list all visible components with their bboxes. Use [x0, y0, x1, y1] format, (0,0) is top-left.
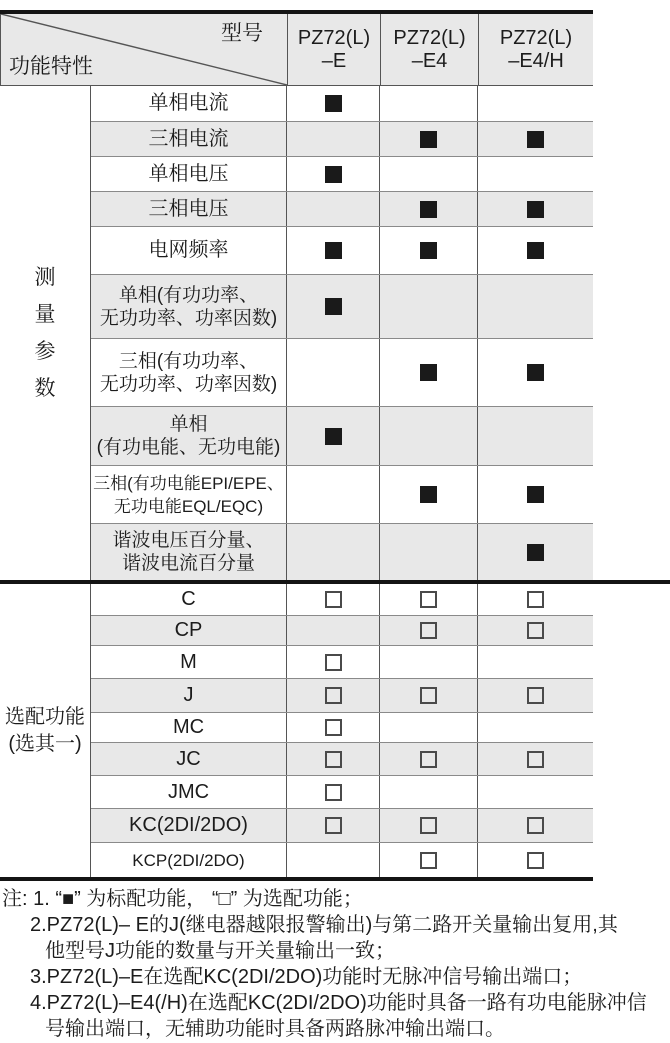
filled-square-icon	[420, 131, 437, 148]
row-label	[91, 407, 286, 465]
empty-square-icon	[325, 784, 342, 801]
column-header	[380, 14, 478, 85]
row-label	[91, 122, 286, 156]
row-label-line: 三相(有功功率、	[118, 350, 259, 372]
table-row	[91, 191, 593, 226]
mark-cell	[286, 843, 379, 877]
mark-cell	[286, 227, 379, 274]
filled-square-icon	[527, 544, 544, 561]
filled-square-icon	[420, 364, 437, 381]
mark-cell	[379, 275, 477, 338]
row-label-line: MC	[172, 716, 205, 738]
filled-square-icon	[420, 242, 437, 259]
table-row	[91, 406, 593, 465]
group-label-line: (选其一)	[8, 732, 82, 755]
group-label-line: 选配功能	[5, 705, 85, 728]
mark-cell	[286, 339, 379, 406]
row-label-line: KC(2DI/2DO)	[129, 814, 248, 836]
empty-square-icon	[325, 654, 342, 671]
column-header-line: –E4	[411, 49, 448, 72]
table-bottom-border	[0, 877, 593, 881]
row-label	[91, 776, 286, 808]
empty-square-icon	[527, 817, 544, 834]
group-label-char: 量	[34, 303, 56, 326]
mark-cell	[286, 192, 379, 226]
filled-square-icon	[527, 201, 544, 218]
row-label	[91, 192, 286, 226]
table-row	[91, 615, 593, 645]
empty-square-icon	[325, 687, 342, 704]
row-label-line: C	[181, 588, 196, 610]
table-row	[91, 338, 593, 406]
row-label	[91, 86, 286, 121]
row-label	[91, 743, 286, 775]
empty-square-icon	[325, 751, 342, 768]
note-line: 3.PZ72(L)–E在选配KC(2DI/2DO)功能时无脉冲信号输出端口；	[30, 966, 583, 988]
table-row	[91, 121, 593, 156]
column-header-line: –E	[321, 49, 347, 72]
row-label	[91, 616, 286, 645]
empty-square-icon	[325, 591, 342, 608]
mark-cell	[379, 743, 477, 775]
group-label-char: 数	[34, 377, 56, 400]
header-corner-cell	[1, 14, 287, 85]
row-label-line: 单相电流	[148, 92, 229, 114]
table-row	[91, 775, 593, 808]
mark-cell	[477, 275, 592, 338]
filled-square-icon	[527, 131, 544, 148]
table-row	[91, 842, 593, 877]
empty-square-icon	[325, 817, 342, 834]
note-line: 注: 1. “■” 为标配功能， “□” 为选配功能；	[2, 888, 363, 910]
mark-cell	[286, 122, 379, 156]
mark-cell	[477, 616, 592, 645]
mark-cell	[286, 713, 379, 742]
row-label	[91, 584, 286, 615]
mark-cell	[379, 157, 477, 191]
mark-cell	[477, 157, 592, 191]
empty-square-icon	[420, 591, 437, 608]
empty-square-icon	[420, 751, 437, 768]
mark-cell	[477, 584, 592, 615]
row-label	[91, 843, 286, 877]
row-label	[91, 339, 286, 406]
mark-cell	[379, 227, 477, 274]
mark-cell	[379, 809, 477, 842]
mark-cell	[286, 776, 379, 808]
filled-square-icon	[420, 486, 437, 503]
mark-cell	[477, 86, 592, 121]
mark-cell	[286, 157, 379, 191]
mark-cell	[477, 679, 592, 712]
row-label	[91, 227, 286, 274]
mark-cell	[477, 192, 592, 226]
row-label	[91, 466, 286, 523]
mark-cell	[379, 616, 477, 645]
row-label	[91, 679, 286, 712]
empty-square-icon	[325, 719, 342, 736]
mark-cell	[286, 646, 379, 678]
group-rows	[91, 86, 593, 580]
corner-label-feature: 功能特性	[9, 55, 93, 78]
table-row	[91, 86, 593, 121]
empty-square-icon	[527, 852, 544, 869]
row-label-line: (有功电能、无功电能)	[96, 437, 281, 458]
mark-cell	[379, 713, 477, 742]
mark-cell	[477, 776, 592, 808]
row-label-line: 单相电压	[148, 162, 229, 185]
mark-cell	[477, 843, 592, 877]
row-label-line: 无功电能EQL/EQC)	[113, 496, 264, 516]
column-header-line: –E4/H	[508, 49, 564, 72]
column-header-line: PZ72(L)	[297, 26, 371, 49]
row-label-line: JC	[176, 747, 201, 770]
table-body	[0, 86, 593, 877]
mark-cell	[379, 776, 477, 808]
mark-cell	[477, 524, 592, 580]
empty-square-icon	[420, 687, 437, 704]
filled-square-icon	[325, 95, 342, 112]
mark-cell	[379, 646, 477, 678]
note-line: 他型号J功能的数量与开关量输出一致；	[45, 940, 395, 962]
note-line: 2.PZ72(L)– E的J(继电器越限报警输出)与第二路开关量输出复用,其	[30, 914, 618, 936]
mark-cell	[379, 466, 477, 523]
empty-square-icon	[527, 751, 544, 768]
mark-cell	[477, 809, 592, 842]
filled-square-icon	[325, 166, 342, 183]
row-label	[91, 809, 286, 842]
mark-cell	[477, 743, 592, 775]
group-rows	[91, 584, 593, 877]
group-label	[0, 86, 91, 580]
group-label-char: 测	[34, 266, 56, 289]
corner-label-model: 型号	[221, 22, 263, 45]
row-label-line: M	[180, 650, 197, 673]
group-label	[0, 584, 91, 877]
filled-square-icon	[325, 428, 342, 445]
mark-cell	[286, 616, 379, 645]
row-label-line: KCP(2DI/2DO)	[132, 850, 245, 870]
mark-cell	[379, 86, 477, 121]
mark-cell	[379, 407, 477, 465]
row-label	[91, 524, 286, 580]
table-row	[91, 712, 593, 742]
table-row	[91, 808, 593, 842]
feature-table	[0, 10, 593, 881]
note-line: 号输出端口，无辅助功能时具备两路脉冲输出端口。	[45, 1018, 505, 1040]
mark-cell	[286, 86, 379, 121]
mark-cell	[286, 466, 379, 523]
mark-cell	[286, 743, 379, 775]
table-row	[91, 226, 593, 274]
group-optional-functions	[0, 584, 593, 877]
column-header	[287, 14, 380, 85]
table-row	[91, 742, 593, 775]
row-label	[91, 713, 286, 742]
column-headers	[287, 14, 593, 85]
row-label-line: 谐波电压百分量、	[112, 530, 265, 551]
row-label-line: JMC	[167, 780, 210, 803]
row-label-line: 三相电流	[148, 127, 229, 150]
filled-square-icon	[325, 242, 342, 259]
table-row	[91, 465, 593, 523]
row-label	[91, 157, 286, 191]
mark-cell	[379, 679, 477, 712]
empty-square-icon	[420, 852, 437, 869]
mark-cell	[286, 275, 379, 338]
table-row	[91, 274, 593, 338]
column-header-line: PZ72(L)	[499, 26, 573, 49]
mark-cell	[477, 339, 592, 406]
mark-cell	[286, 809, 379, 842]
row-label-line: 无功功率、功率因数)	[99, 373, 278, 395]
note-line: 4.PZ72(L)–E4(/H)在选配KC(2DI/2DO)功能时具备一路有功电能脉冲信	[30, 992, 647, 1014]
empty-square-icon	[420, 817, 437, 834]
notes-section	[2, 886, 668, 1042]
empty-square-icon	[527, 687, 544, 704]
table-row	[91, 645, 593, 678]
mark-cell	[477, 466, 592, 523]
mark-cell	[379, 339, 477, 406]
mark-cell	[477, 122, 592, 156]
row-label-line: 单相	[169, 414, 208, 435]
column-header-line: PZ72(L)	[393, 26, 466, 49]
filled-square-icon	[527, 364, 544, 381]
table-row	[91, 678, 593, 712]
column-header	[478, 14, 593, 85]
row-label-line: 三相(有功电能EPI/EPE、	[93, 473, 284, 493]
row-label-line: J	[183, 684, 194, 706]
row-label-line: CP	[174, 619, 203, 641]
mark-cell	[379, 524, 477, 580]
mark-cell	[379, 122, 477, 156]
mark-cell	[286, 524, 379, 580]
mark-cell	[477, 407, 592, 465]
mark-cell	[286, 584, 379, 615]
mark-cell	[379, 584, 477, 615]
table-row	[91, 523, 593, 580]
row-label-line: 无功功率、功率因数)	[99, 307, 278, 329]
row-label	[91, 275, 286, 338]
row-label-line: 谐波电流百分量	[121, 553, 255, 574]
mark-cell	[477, 713, 592, 742]
filled-square-icon	[527, 242, 544, 259]
table-header-row	[0, 14, 593, 86]
mark-cell	[477, 646, 592, 678]
empty-square-icon	[527, 622, 544, 639]
mark-cell	[286, 679, 379, 712]
mark-cell	[286, 407, 379, 465]
row-label-line: 电网频率	[148, 239, 229, 261]
empty-square-icon	[527, 591, 544, 608]
filled-square-icon	[527, 486, 544, 503]
mark-cell	[379, 192, 477, 226]
table-row	[91, 584, 593, 615]
group-measurement-params	[0, 86, 593, 580]
row-label	[91, 646, 286, 678]
row-label-line: 单相(有功功率、	[118, 284, 259, 306]
empty-square-icon	[420, 622, 437, 639]
mark-cell	[379, 843, 477, 877]
table-row	[91, 156, 593, 191]
filled-square-icon	[420, 201, 437, 218]
mark-cell	[477, 227, 592, 274]
group-label-char: 参	[34, 340, 56, 363]
row-label-line: 三相电压	[148, 197, 229, 220]
filled-square-icon	[325, 298, 342, 315]
